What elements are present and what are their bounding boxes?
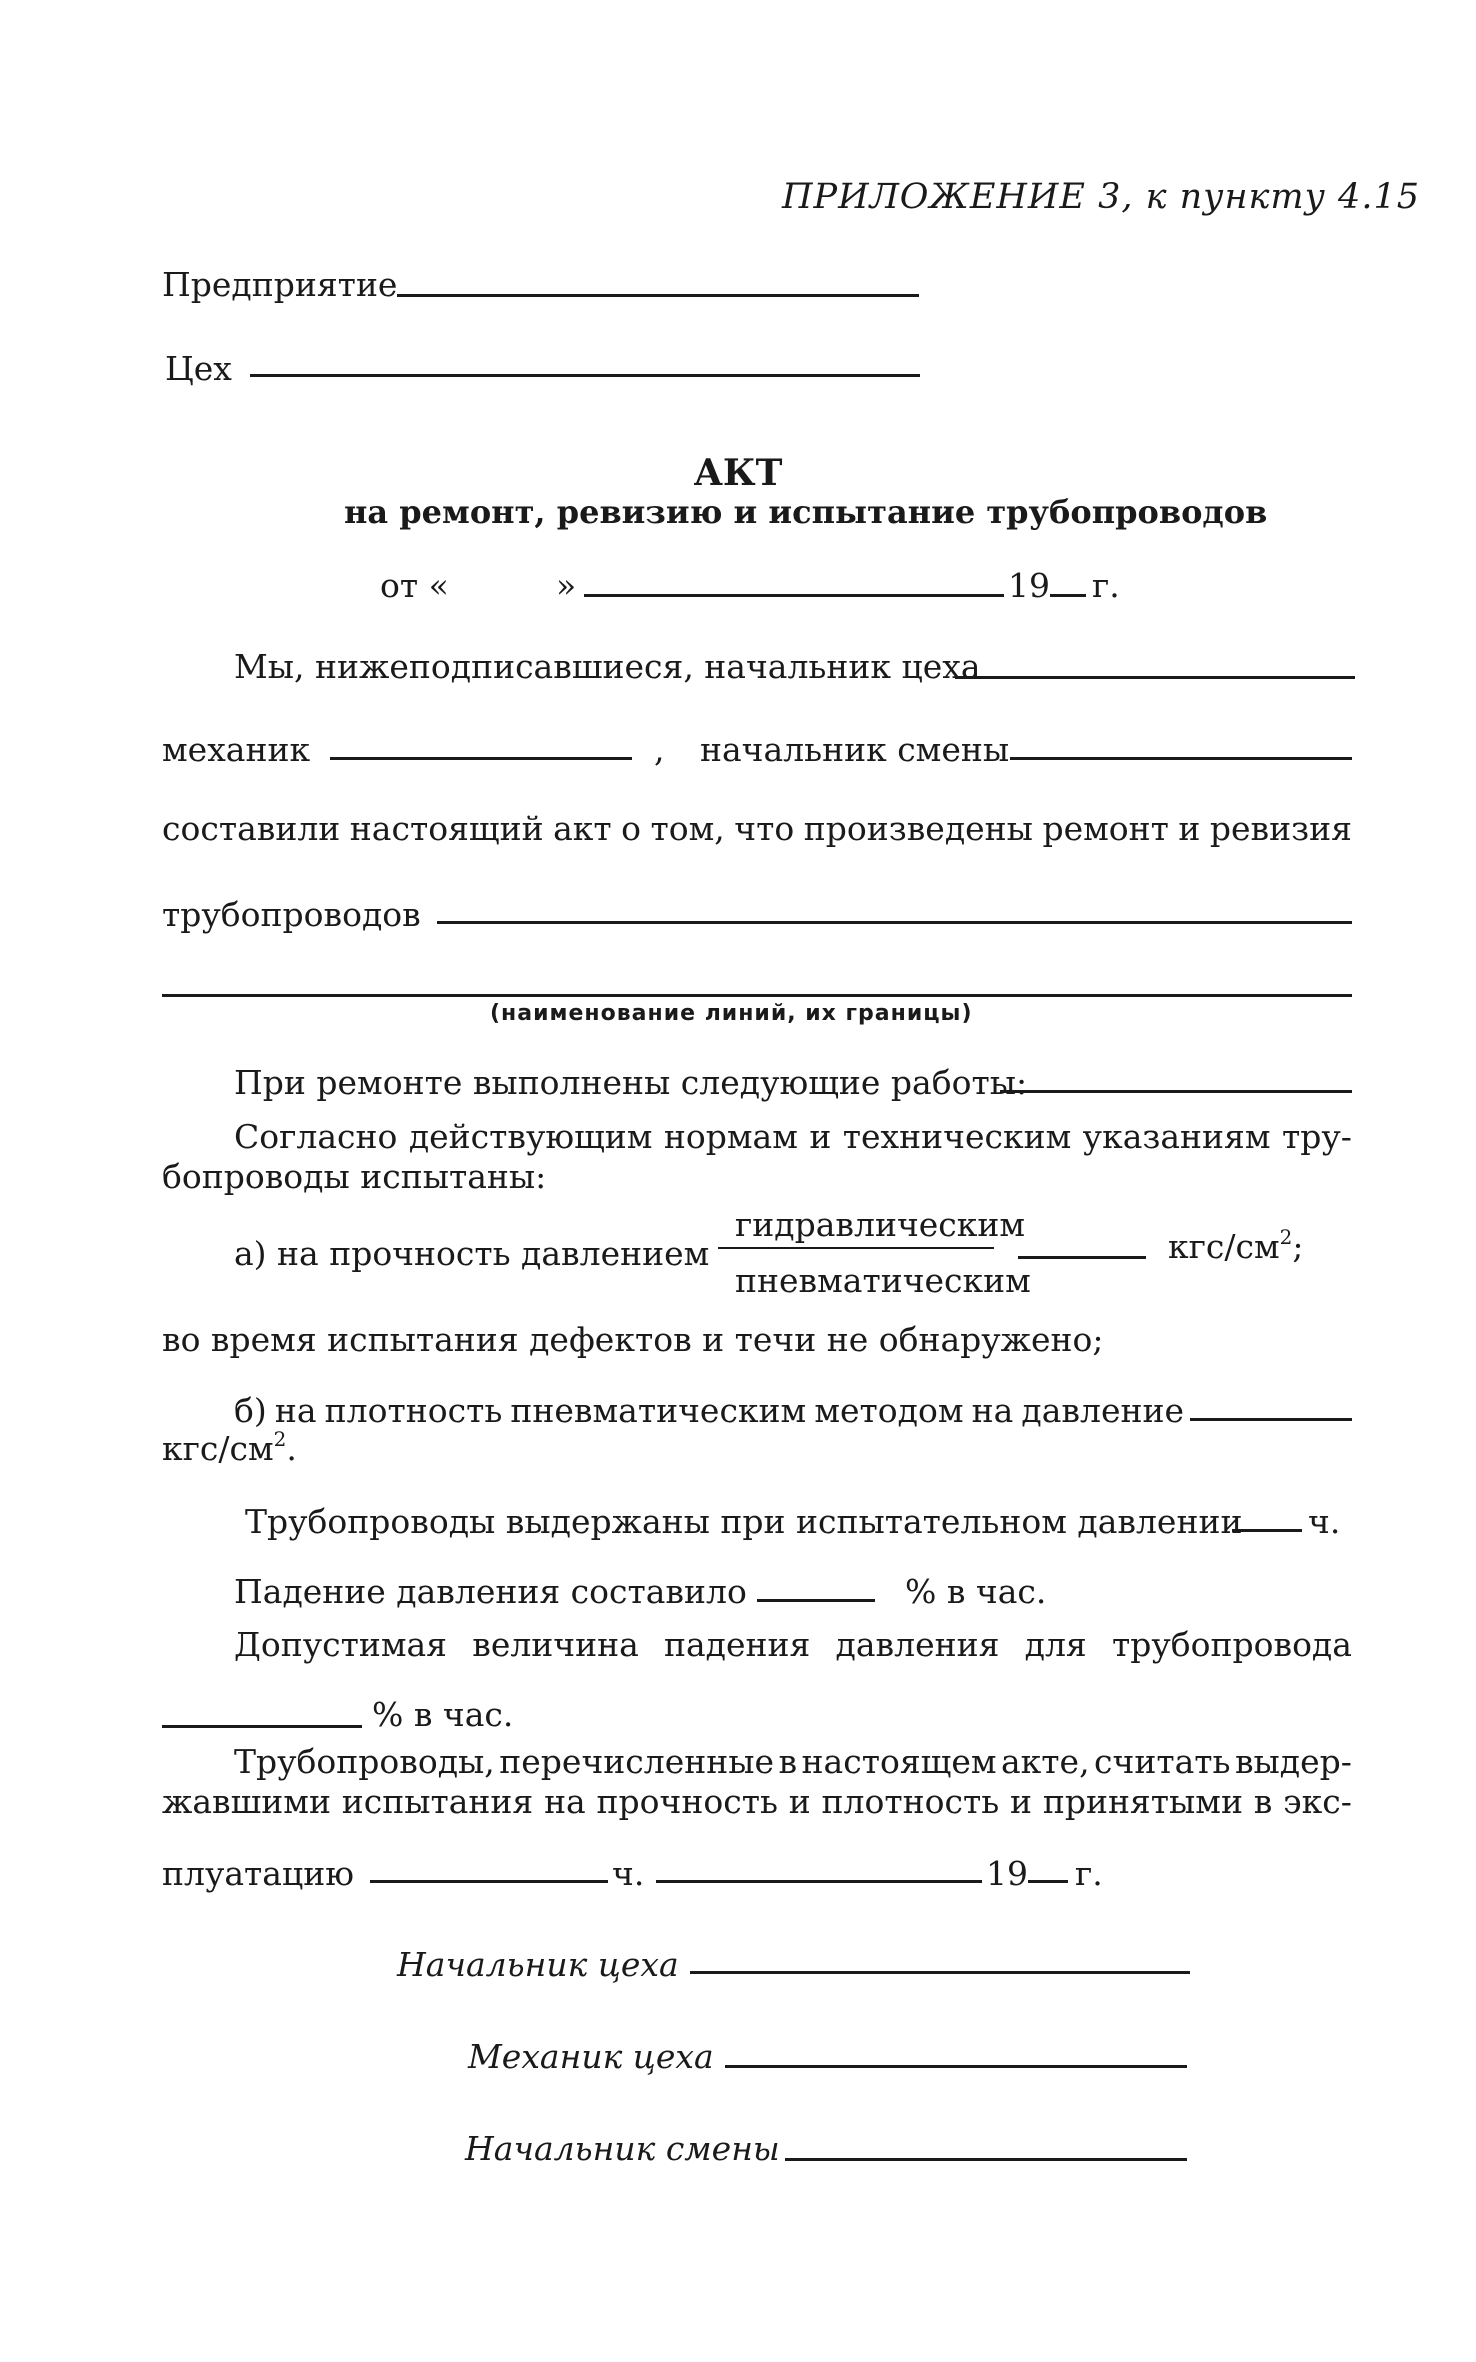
operation-hours-field[interactable] — [370, 1880, 608, 1883]
appendix-heading: ПРИЛОЖЕНИЕ 3, к пункту 4.15 — [782, 177, 1420, 217]
date-year-field[interactable] — [1050, 594, 1086, 597]
word: произведены — [803, 809, 1033, 848]
unit-text: кгс/см — [1168, 1227, 1280, 1266]
word: ревизия — [1209, 809, 1352, 848]
word: плотность — [324, 1391, 503, 1430]
strength-pressure-field[interactable] — [1018, 1256, 1146, 1259]
date-close-quote: » — [556, 566, 577, 605]
word: на — [544, 1782, 586, 1821]
word: трубопровода — [1111, 1625, 1352, 1664]
date-day-field[interactable] — [485, 594, 555, 597]
works-done-field[interactable] — [1000, 1090, 1352, 1093]
enterprise-label: Предприятие — [162, 265, 398, 304]
period: . — [286, 1429, 297, 1468]
shift-head-field[interactable] — [1010, 757, 1352, 760]
word: на — [274, 1391, 317, 1430]
enterprise-field[interactable] — [397, 294, 919, 297]
date-g: г. — [1092, 566, 1120, 605]
word: жавшими — [162, 1782, 331, 1821]
signature-mechanic-label: Механик цеха — [468, 2037, 714, 2076]
word: давления — [835, 1625, 1000, 1664]
lines-name-field[interactable] — [162, 994, 1352, 997]
word: выдер- — [1234, 1742, 1352, 1781]
word: акт — [553, 809, 612, 848]
word: в — [1253, 1782, 1273, 1821]
operation-year-field[interactable] — [1028, 1880, 1068, 1883]
held-label: Трубопроводы выдержаны при испытательном давлении — [245, 1502, 1243, 1541]
allowed-value-field[interactable] — [162, 1725, 362, 1728]
word: методом — [814, 1391, 964, 1430]
intro-text: Мы, нижеподписавшиеся, начальник цеха — [234, 647, 981, 686]
word: экс- — [1283, 1782, 1352, 1821]
density-line — [234, 1391, 1184, 1430]
compiled-line — [162, 809, 1352, 848]
word: составили — [162, 809, 341, 848]
norms-line-2: бопроводы испытаны: — [162, 1157, 547, 1196]
allowed-line — [234, 1625, 1352, 1664]
signature-shop-head-label: Начальник цеха — [397, 1945, 679, 1984]
word: и — [1010, 1782, 1033, 1821]
word: Трубопроводы, — [234, 1742, 495, 1781]
word: акте, — [1001, 1742, 1090, 1781]
word: нормам — [663, 1117, 798, 1156]
word: и — [788, 1782, 811, 1821]
drop-value-field[interactable] — [757, 1599, 875, 1602]
operation-hours-unit: ч. — [612, 1854, 645, 1893]
word: настоящий — [349, 809, 544, 848]
signature-shift-head-field[interactable] — [785, 2158, 1187, 2161]
drop-label: Падение давления составило — [234, 1572, 747, 1611]
allowed-unit: % в час. — [372, 1695, 514, 1734]
hydraulic-option: гидравлическим — [735, 1205, 1026, 1244]
document-subtitle: на ремонт, ревизию и испытание трубопроводов — [344, 493, 1268, 531]
shop-label: Цех — [165, 349, 232, 388]
document-title: АКТ — [693, 452, 783, 494]
pneumatic-option: пневматическим — [735, 1261, 1031, 1300]
works-done-label: При ремонте выполнены следующие работы: — [234, 1063, 1028, 1102]
word: настоящем — [801, 1742, 997, 1781]
lines-caption: (наименование линий, их границы) — [490, 1001, 973, 1026]
word: давление — [1021, 1391, 1184, 1430]
word: плотность — [821, 1782, 1000, 1821]
comma: , — [654, 730, 665, 769]
word: действующим — [408, 1117, 653, 1156]
word: Допустимая — [234, 1625, 448, 1664]
word: техническим — [842, 1117, 1072, 1156]
strength-unit — [1168, 1225, 1304, 1266]
word: о — [621, 809, 641, 848]
operation-date-field[interactable] — [656, 1880, 982, 1883]
word: принятыми — [1042, 1782, 1243, 1821]
word: том, — [650, 809, 725, 848]
date-month-field[interactable] — [584, 594, 1004, 597]
semicolon: ; — [1292, 1227, 1304, 1266]
word: что — [734, 809, 795, 848]
unit-superscript: 2 — [273, 1427, 287, 1451]
word: тру- — [1281, 1117, 1352, 1156]
signature-shift-head-label: Начальник смены — [465, 2129, 780, 2168]
norms-line — [234, 1117, 1352, 1156]
operation-year-prefix: 19 — [986, 1854, 1028, 1893]
word: б) — [234, 1391, 267, 1430]
word: перечисленные — [499, 1742, 775, 1781]
operation-g: г. — [1075, 1854, 1103, 1893]
strength-label: а) на прочность давлением — [234, 1234, 710, 1273]
word: на — [971, 1391, 1014, 1430]
drop-unit: % в час. — [905, 1572, 1047, 1611]
mechanic-label: механик — [162, 730, 311, 769]
word: Согласно — [234, 1117, 398, 1156]
word: считать — [1094, 1742, 1231, 1781]
word: указаниям — [1082, 1117, 1271, 1156]
word: испытания — [341, 1782, 534, 1821]
held-hours-field[interactable] — [1232, 1529, 1302, 1532]
operation-label: плуатацию — [162, 1854, 354, 1893]
density-unit — [162, 1427, 297, 1468]
unit-text: кгс/см — [162, 1429, 274, 1468]
signature-shop-head-field[interactable] — [690, 1971, 1190, 1974]
signature-mechanic-field[interactable] — [725, 2065, 1187, 2068]
no-defects-text: во время испытания дефектов и течи не обнаружено; — [162, 1320, 1104, 1359]
accepted-line — [234, 1742, 1352, 1781]
word: и — [809, 1117, 832, 1156]
word: падения — [664, 1625, 811, 1664]
pipelines-label: трубопроводов — [162, 895, 421, 934]
pipelines-field[interactable] — [437, 921, 1352, 924]
word: в — [778, 1742, 798, 1781]
density-pressure-field[interactable] — [1190, 1418, 1352, 1421]
held-hours-unit: ч. — [1308, 1502, 1341, 1541]
accepted-line-2 — [162, 1782, 1352, 1821]
mechanic-field[interactable] — [330, 757, 632, 760]
unit-superscript: 2 — [1279, 1225, 1293, 1249]
shift-head-label: начальник смены — [700, 730, 1010, 769]
shop-head-field[interactable] — [955, 676, 1355, 679]
fraction-bar — [718, 1247, 994, 1249]
date-year-prefix: 19 — [1008, 566, 1050, 605]
shop-field[interactable] — [250, 374, 920, 377]
word: ремонт — [1042, 809, 1169, 848]
word: величина — [472, 1625, 639, 1664]
word: пневматическим — [510, 1391, 807, 1430]
word: прочность — [596, 1782, 778, 1821]
word: для — [1024, 1625, 1087, 1664]
word: и — [1178, 809, 1201, 848]
date-ot: от « — [380, 566, 449, 605]
